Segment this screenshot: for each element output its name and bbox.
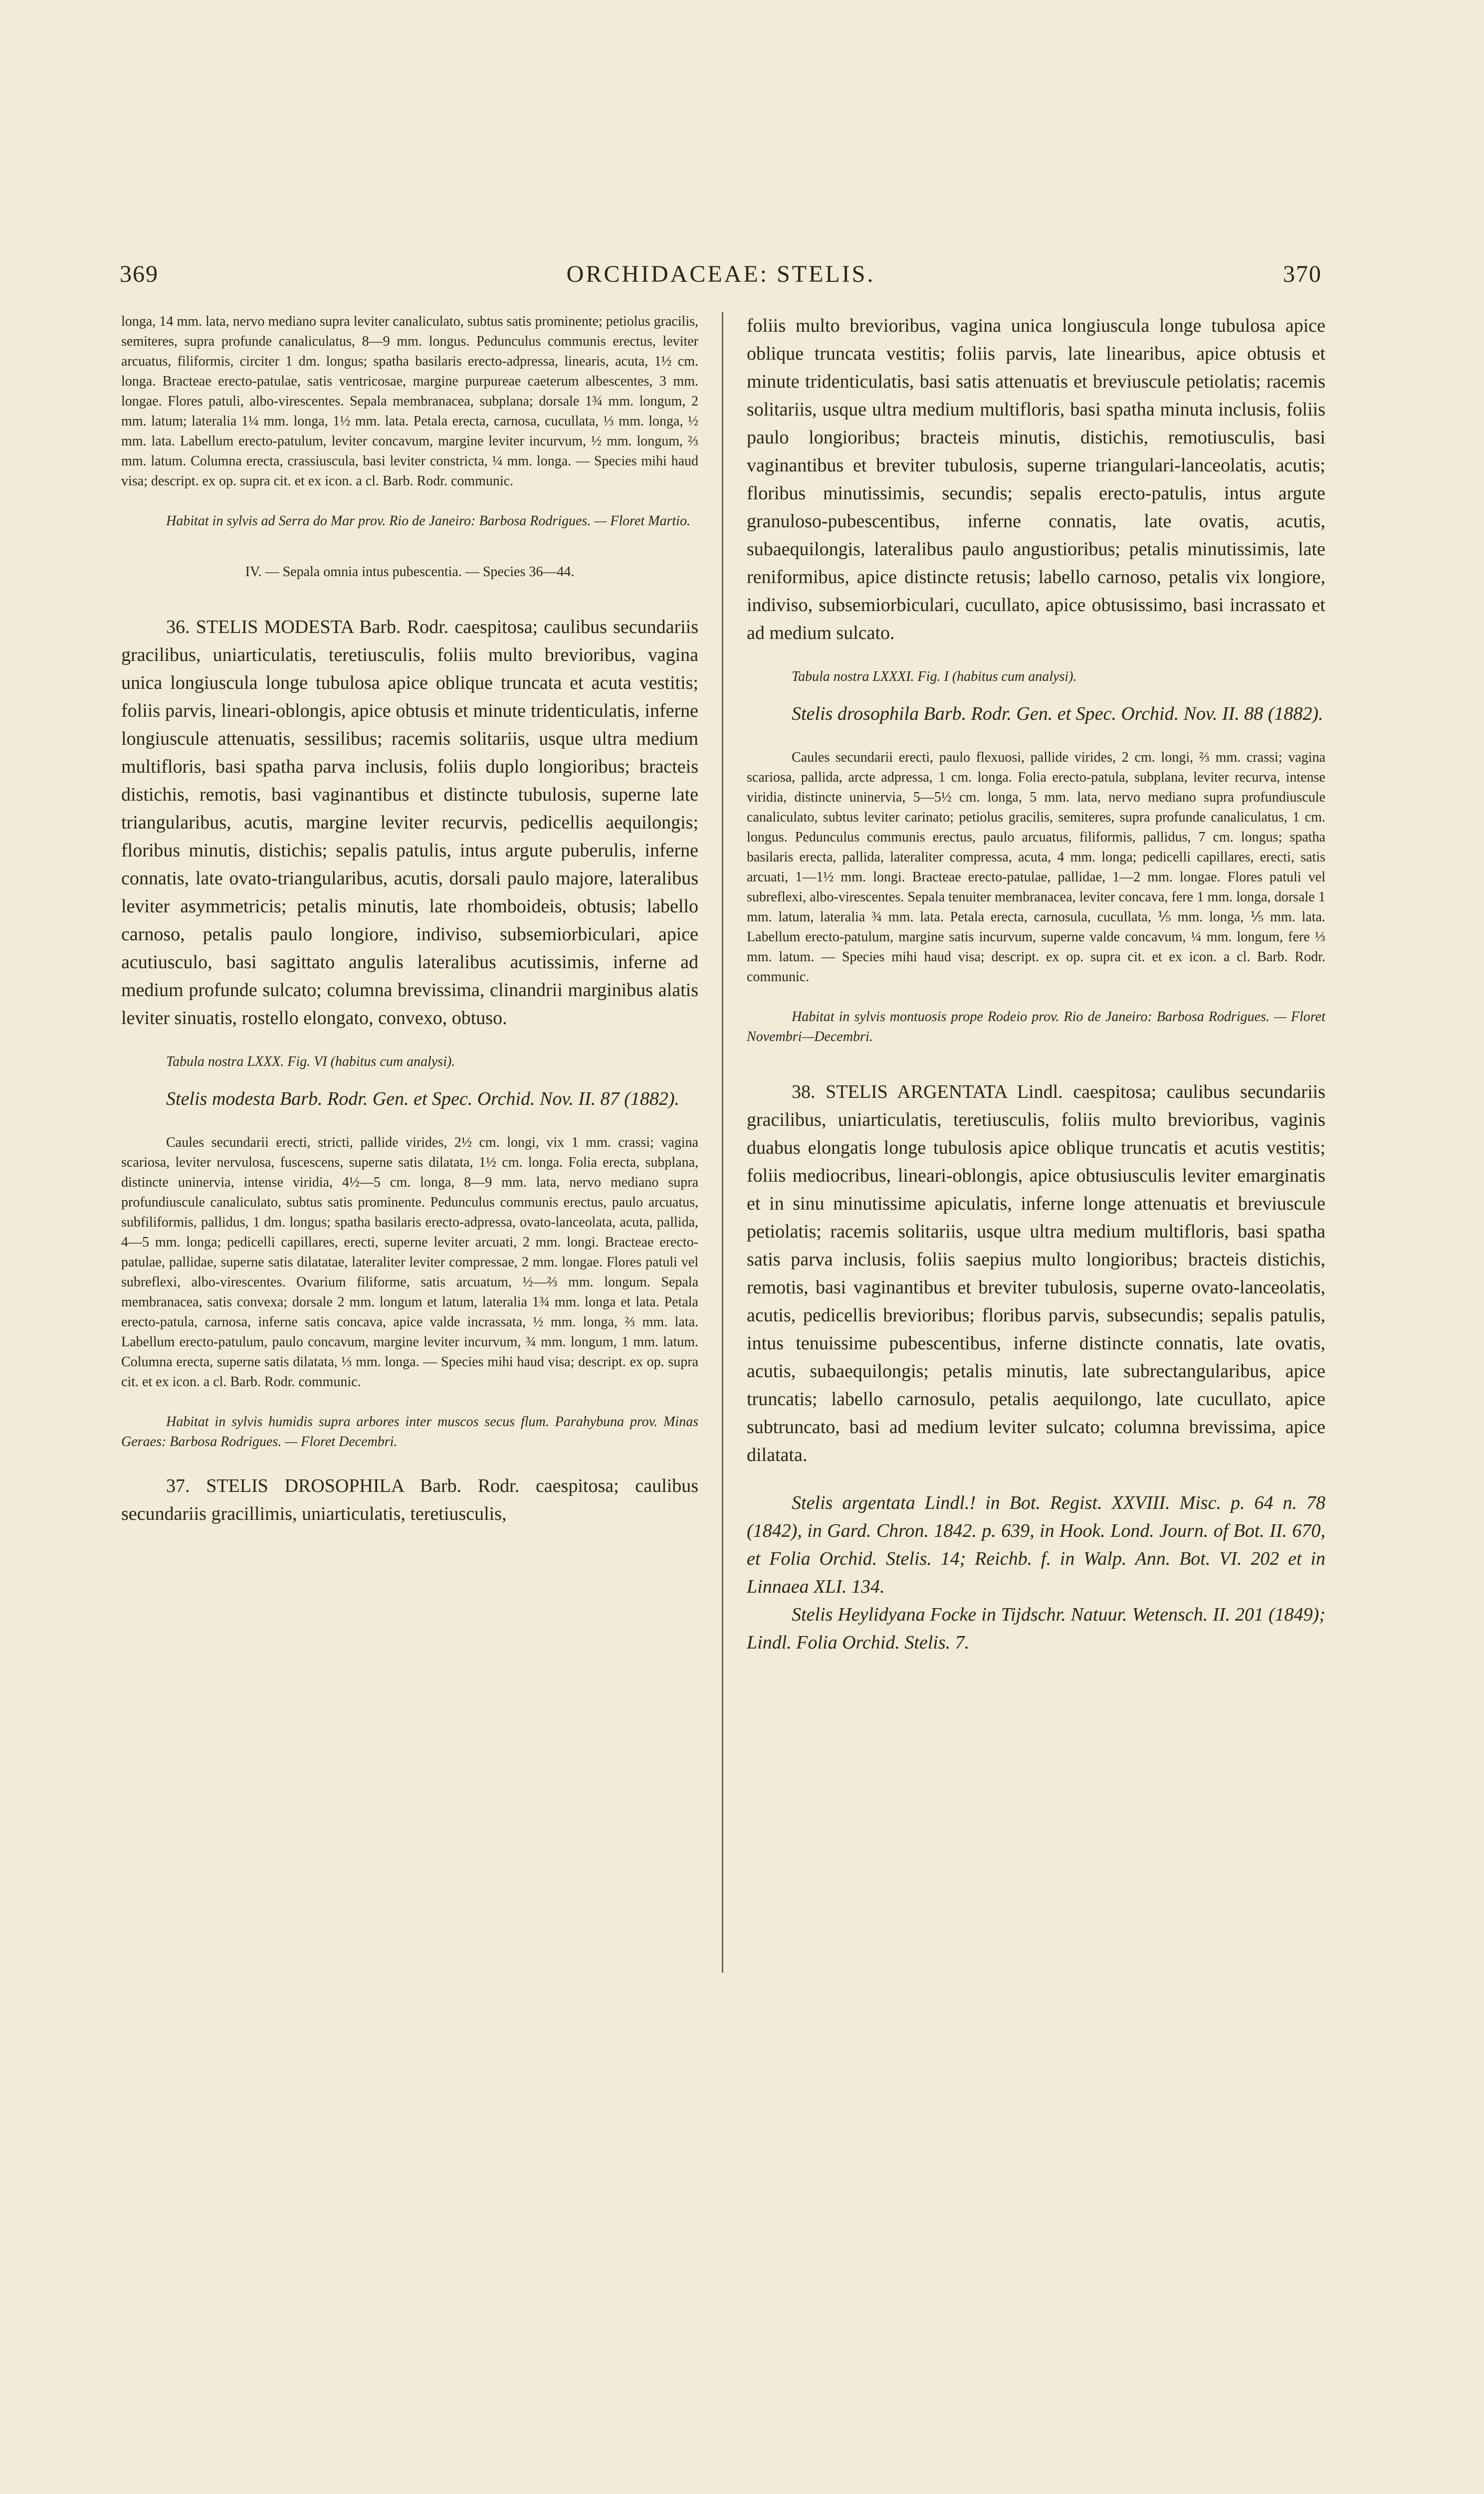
species-37-plate: Tabula nostra LXXXI. Fig. I (habitus cum analysi). xyxy=(792,669,1077,684)
species-36-description: Caules secundarii erecti, stricti, pallide virides, 2½ cm. longi, vix 1 mm. crassi; vagina scariosa, leviter nervulosa, fuscescens, superne satis dilatata, 1½ cm. longa. Folia erecta, subplana, distincte uninervia, intense viridia, 4½—5 cm. longa, 8—9 mm. lata, nervo mediano supra profundiuscule canaliculato, subtus satis prominente. Pedunculus communis erectus, paulo arcuatus, subfiliformis, pallidus, 1 dm. longus; spatha basilaris erecto-adpressa, ovato-lanceolata, acuta, pallida, 4—5 mm. longa; pedicelli capillares, erecti, superne leviter arcuati, 2 mm. longi. Bracteae erecto-patulae, pallidae, superne satis dilatatae, lateraliter leviter compressae, 2 mm. longae. Flores patuli vel subreflexi, albo-virescentes. Ovarium filiforme, satis arcuatum, ½—⅔ mm. longum. Sepala membranacea, satis convexa; dorsale 2 mm. longum et latum, lateralia 1¾ mm. longa et lata. Petala erecto-patula, carnosa, inferne satis concava, apice valde incrassata, ½ mm. longa, ⅔ mm. lata. Labellum erecto-patulum, paulo concavum, margine leviter incurvum, ¾ mm. longum, 1 mm. latum. Columna erecta, superne satis dilatata, ⅓ mm. longa. — Species mihi haud visa; descript. ex op. supra cit. et ex icon. a cl. Barb. Rodr. communic. xyxy=(121,1135,698,1390)
left-column xyxy=(121,312,698,1528)
section-heading: IV. — Sepala omnia intus pubescentia. — Species 36—44. xyxy=(245,564,575,580)
right-column xyxy=(747,312,1325,1657)
page-number-right: 370 xyxy=(1283,261,1322,287)
species-38-reference-b: Stelis Heylidyana Focke in Tijdschr. Natuur. Wetensch. II. 201 (1849); Lindl. Folia Orchid. Stelis. 7. xyxy=(747,1604,1325,1653)
page-number-left: 369 xyxy=(120,261,159,287)
species-37-reference: Stelis drosophila Barb. Rodr. Gen. et Spec. Orchid. Nov. II. 88 (1882). xyxy=(792,703,1323,724)
species-36-habitat: Habitat in sylvis humidis supra arbores inter muscos secus flum. Parahybuna prov. Minas Geraes: Barbosa Rodrigues. — Floret Decembri. xyxy=(121,1414,698,1450)
page-header xyxy=(120,260,1322,295)
species-37-diagnosis-start: 37. STELIS DROSOPHILA Barb. Rodr. caespitosa; caulibus secundariis gracillimis, uniarticulatis, teretiusculis, xyxy=(121,1475,698,1524)
species-36-diagnosis: 36. STELIS MODESTA Barb. Rodr. caespitosa; caulibus secundariis gracilibus, uniarticulatis, teretiusculis, foliis multo brevioribus, vagina unica longiuscula longe tubulosa apice oblique truncata et acuta vestitis; foliis parvis, lineari-oblongis, apice obtusis et minute tridenticulatis, inferne longiuscule attenuatis, sessilibus; racemis solitariis, usque ultra medium multifloris, basi spatha parva inclusis, foliis duplo longioribus; bracteis distichis, remotis, basi vaginantibus et distincte tubulosis, superne late triangularibus, acutis, margine leviter recurvis, pedicellis aequilongis; floribus minutis, distichis; sepalis patulis, intus argute puberulis, inferne connatis, late ovato-triangularibus, acutis, dorsali paulo majore, lateralibus leviter asymmetricis; petalis minutis, late rhomboideis, obtusis; labello carnoso, petalis paulo longiore, indiviso, subsemiorbiculari, apice acutiusculo, basi sagittato angulis lateralibus acutissimis, inferne ad medium profunde sulcato; columna brevissima, clinandrii marginibus alatis leviter sinuatis, rostello elongato, convexo, obtuso. xyxy=(121,617,698,1029)
species-37-habitat: Habitat in sylvis montuosis prope Rodeio prov. Rio de Janeiro: Barbosa Rodrigues. — Floret Novembri—Decembri. xyxy=(747,1009,1325,1044)
species-37-diagnosis-cont: foliis multo brevioribus, vagina unica longiuscula longe tubulosa apice oblique truncata vestitis; foliis parvis, late linearibus, apice obtusis et minute tridenticulatis, basi satis attenuatis et breviuscule petiolatis; racemis solitariis, usque ultra medium multifloris, basi spatha minuta inclusis, foliis paulo longioribus; bracteis minutis, distichis, remotiusculis, basi vaginantibus et breviter tubulosis, superne triangulari-lanceolatis, acutis; floribus minutissimis, secundis; sepalis erecto-patulis, intus argute granuloso-pubescentibus, inferne connatis, late ovatis, acutis, subaequilongis, lateralibus paulo angustioribus; petalis minutissimis, late reniformibus, apice distincte retusis; labello carnoso, petalis vix longiore, indiviso, subsemiorbiculari, cucullato, apice obtusissimo, basi incrassato et ad medium sulcato. xyxy=(747,315,1325,643)
habitat-previous: Habitat in sylvis ad Serra do Mar prov. Rio de Janeiro: Barbosa Rodrigues. — Floret Martio. xyxy=(166,513,690,529)
species-38-reference-a: Stelis argentata Lindl.! in Bot. Regist. XXVIII. Misc. p. 64 n. 78 (1842), in Gard. Chron. 1842. p. 639, in Hook. Lond. Journ. of Bot. II. 670, et Folia Orchid. Stelis. 14; Reichb. f. in Walp. Ann. Bot. VI. 202 et in Linnaea XLI. 134. xyxy=(747,1492,1325,1597)
running-title: ORCHIDACEAE: STELIS. xyxy=(566,261,875,287)
species-38-diagnosis: 38. STELIS ARGENTATA Lindl. caespitosa; caulibus secundariis gracilibus, uniarticulatis, teretiusculis, foliis multo brevioribus, vaginis duabus elongatis longe tubulosis apice oblique truncatis et acutis vestitis; foliis mediocribus, lineari-oblongis, apice obtusiusculis leviter emarginatis et in sinu minutissime apiculatis, inferne longe attenuatis et breviuscule petiolatis; racemis solitariis, usque ultra medium multifloris, basi spatha satis parva inclusis, foliis saepius multo longioribus; bracteis distichis, remotis, basi vaginantibus et breviter tubulosis, superne ovato-lanceolatis, acutis, pedicellis brevioribus; floribus parvis, subsecundis; sepalis patulis, intus tenuissime pubescentibus, inferne distincte connatis, late ovatis, acutis, subaequilongis; petalis minutis, late subrectangularibus, apice truncatis; labello carnosulo, petalis aequilongo, late cucullato, apice subtruncato, basi ad medium leviter sulcato; columna brevissima, apice dilatata. xyxy=(747,1081,1325,1465)
species-37-description: Caules secundarii erecti, paulo flexuosi, pallide virides, 2 cm. longi, ⅔ mm. crassi; vagina scariosa, pallida, arcte adpressa, 1 cm. longa. Folia erecto-patula, subplana, leviter recurva, intense viridia, distincte uninervia, 5—5½ cm. longa, 5 mm. lata, nervo mediano supra profundiuscule canaliculato, subtus leviter carinato; petiolus gracilis, semiteres, supra profunde canaliculatus, 1 cm. longus. Pedunculus communis erectus, paulo arcuatus, filiformis, pallidus, 7 cm. longus; spatha basilaris erecta, pallida, lateraliter compressa, acuta, 4 mm. longa; pedicelli capillares, erecti, satis arcuati, 1—1½ mm. longi. Bracteae erecto-patulae, pallidae, 1—2 mm. longae. Flores patuli vel subreflexi, albo-virescentes. Sepala tenuiter membranacea, leviter concava, fere 1 mm. longa, dorsale 1 mm. latum, lateralia ¾ mm. lata. Petala erecta, carnosula, cucullata, ⅕ mm. longa, ⅕ mm. lata. Labellum erecto-patulum, margine satis incurvum, superne valde concavum, ¼ mm. longum, fere ⅓ mm. latum. — Species mihi haud visa; descript. ex op. supra cit. et ex icon. a cl. Barb. Rodr. communic. xyxy=(747,750,1325,985)
species-36-plate: Tabula nostra LXXX. Fig. VI (habitus cum analysi). xyxy=(166,1054,455,1069)
continuation-paragraph: longa, 14 mm. lata, nervo mediano supra leviter canaliculato, subtus satis prominente; petiolus gracilis, semiteres, supra profunde canaliculatus, 8—9 mm. longus. Pedunculus communis erectus, leviter arcuatus, filiformis, circiter 1 dm. longus; spatha basilaris erecto-adpressa, linearis, acuta, 1½ cm. longa. Bracteae erecto-patulae, satis ventricosae, margine purpureae caeterum albescentes, 3 mm. longae. Flores patuli, albo-virescentes. Sepala membranacea, subplana; dorsale 1¾ mm. longum, 2 mm. latum; lateralia 1¼ mm. longa, 1½ mm. lata. Petala erecta, carnosa, cucullata, ⅓ mm. longa, ½ mm. lata. Labellum erecto-patulum, leviter concavum, margine leviter incurvum, ½ mm. longum, ⅔ mm. latum. Columna erecta, crassiuscula, basi leviter constricta, ¼ mm. longa. — Species mihi haud visa; descript. ex op. supra cit. et ex icon. a cl. Barb. Rodr. communic. xyxy=(121,314,698,489)
column-divider xyxy=(722,312,723,1973)
species-36-reference: Stelis modesta Barb. Rodr. Gen. et Spec. Orchid. Nov. II. 87 (1882). xyxy=(166,1088,679,1109)
